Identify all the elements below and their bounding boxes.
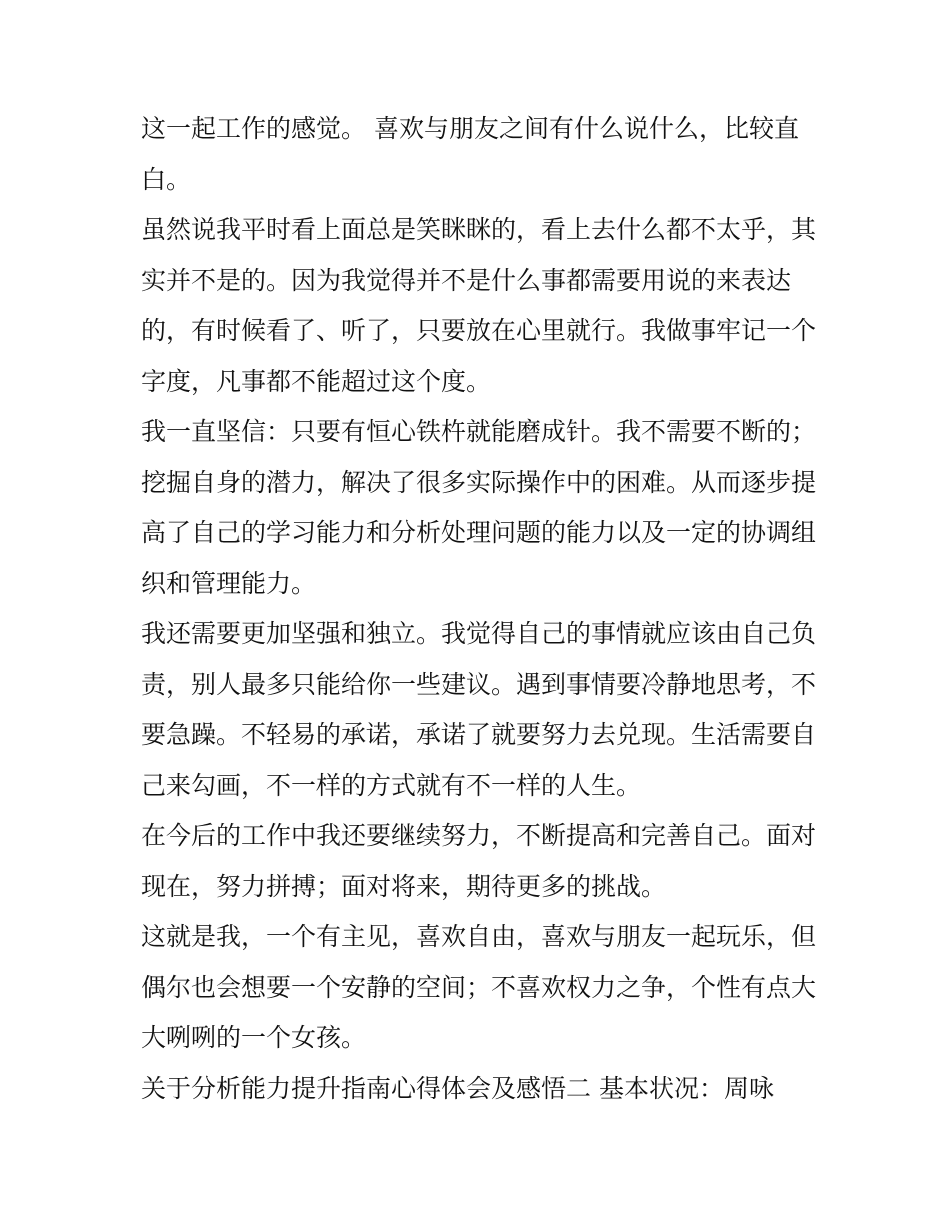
text-line: 现在，努力拼搏；面对将来，期待更多的挑战。 bbox=[141, 871, 667, 901]
text-line: 要急躁。不轻易的承诺，承诺了就要努力去兑现。生活需要自 bbox=[141, 720, 817, 749]
text-line: 偶尔也会想要一个安静的空间；不喜欢权力之争，个性有点大 bbox=[141, 972, 817, 1002]
text-line: 高了自己的学习能力和分析处理问题的能力以及一定的协调组 bbox=[141, 518, 817, 547]
text-line: 的，有时候看了、听了，只要放在心里就行。我做事牢记一个 bbox=[141, 316, 817, 345]
text-line: 关于分析能力提升指南心得体会及感悟二 基本状况：周咏 bbox=[141, 1073, 774, 1103]
text-line: 责，别人最多只能给你一些建议。遇到事情要冷静地思考，不 bbox=[141, 669, 817, 699]
text-line: 虽然说我平时看上面总是笑眯眯的，看上去什么都不太乎，其 bbox=[141, 215, 817, 244]
text-line: 白。 bbox=[141, 164, 192, 194]
text-line: 织和管理能力。 bbox=[141, 568, 317, 598]
text-line: 大咧咧的一个女孩。 bbox=[141, 1023, 367, 1052]
text-line: 实并不是的。因为我觉得并不是什么事都需要用说的来表达 bbox=[141, 265, 792, 295]
text-line: 字度，凡事都不能超过这个度。 bbox=[141, 366, 492, 396]
text-line: 挖掘自身的潜力，解决了很多实际操作中的困难。从而逐步提 bbox=[141, 467, 817, 497]
text-line: 我一直坚信：只要有恒心铁杵就能磨成针。我不需要不断的； bbox=[141, 417, 817, 446]
text-line: 这一起工作的感觉。 喜欢与朋友之间有什么说什么，比较直 bbox=[141, 114, 799, 143]
text-line: 在今后的工作中我还要继续努力，不断提高和完善自己。面对 bbox=[141, 821, 817, 850]
text-line: 我还需要更加坚强和独立。我觉得自己的事情就应该由自己负 bbox=[141, 619, 817, 648]
document-body bbox=[141, 104, 821, 1114]
text-line: 这就是我，一个有主见，喜欢自由，喜欢与朋友一起玩乐，但 bbox=[141, 922, 817, 951]
text-line: 己来勾画，不一样的方式就有不一样的人生。 bbox=[141, 770, 642, 800]
